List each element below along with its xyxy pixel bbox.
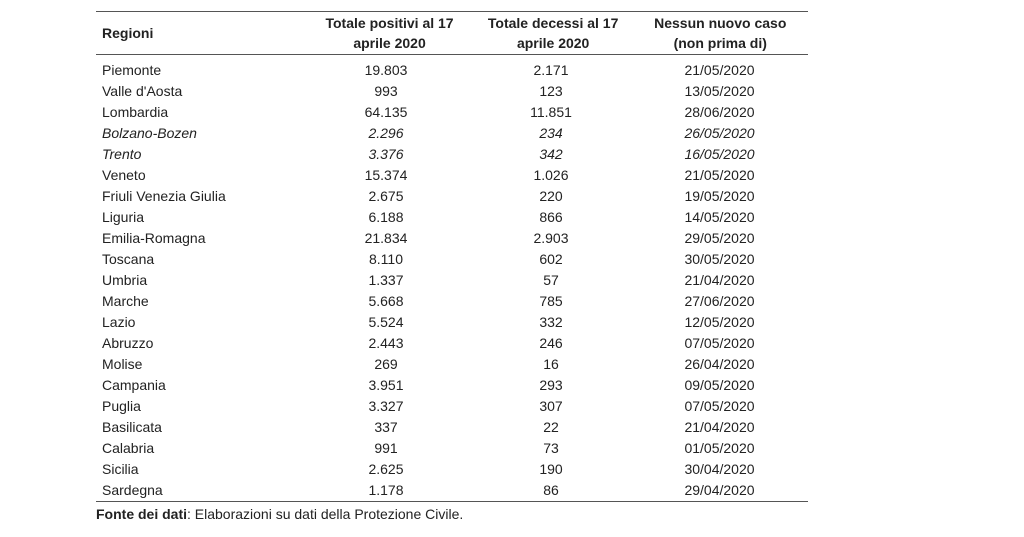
table-row (96, 101, 808, 122)
cell-totale-positivi: 2.443 (368, 334, 404, 351)
cell-totale-decessi: 602 (539, 250, 563, 267)
cell-region: Toscana (102, 250, 155, 267)
cell-nessun-nuovo-caso: 19/05/2020 (684, 187, 755, 204)
cell-region: Veneto (102, 166, 146, 183)
cell-totale-decessi: 11.851 (530, 103, 572, 120)
cell-totale-decessi: 73 (543, 439, 559, 456)
table-row (96, 248, 808, 269)
cell-totale-decessi: 22 (543, 418, 559, 435)
cell-region: Abruzzo (102, 334, 154, 351)
cell-totale-decessi: 16 (543, 355, 559, 372)
table-row (96, 185, 808, 206)
header-nessun-nuovo-caso (632, 13, 808, 53)
cell-region: Trento (102, 145, 142, 162)
cell-region: Valle d'Aosta (102, 82, 183, 99)
cell-nessun-nuovo-caso: 26/05/2020 (684, 124, 755, 141)
cell-region: Basilicata (102, 418, 162, 435)
cell-totale-positivi: 15.374 (364, 166, 408, 183)
header-totale-decessi-line2: aprile 2020 (516, 35, 590, 51)
cell-nessun-nuovo-caso: 09/05/2020 (684, 376, 755, 393)
table-row (96, 227, 808, 248)
table-row (96, 353, 808, 374)
cell-totale-positivi: 1.178 (368, 481, 404, 498)
cell-region: Marche (102, 292, 149, 309)
cell-region: Bolzano-Bozen (102, 124, 197, 141)
cell-region: Sicilia (102, 460, 139, 477)
cell-totale-decessi: 307 (539, 397, 563, 414)
header-nessun-nuovo-caso-line1: Nessun nuovo caso (654, 15, 787, 31)
header-totale-positivi-line1: Totale positivi al 17 (325, 15, 454, 31)
header-totale-positivi-line2: aprile 2020 (353, 35, 426, 51)
cell-totale-positivi: 3.327 (368, 397, 404, 414)
cell-totale-positivi: 5.524 (368, 313, 404, 330)
cell-nessun-nuovo-caso: 01/05/2020 (684, 439, 755, 456)
cell-nessun-nuovo-caso: 21/05/2020 (684, 166, 755, 183)
table-row (96, 164, 808, 185)
table-body (96, 55, 808, 500)
cell-totale-positivi: 19.803 (364, 61, 408, 78)
cell-totale-decessi: 190 (539, 460, 563, 477)
cell-totale-positivi: 8.110 (369, 250, 403, 267)
footnote-text: : Elaborazioni su dati della Protezione Civile. (187, 506, 464, 522)
table-row (96, 311, 808, 332)
table-row (96, 143, 808, 164)
cell-totale-positivi: 991 (374, 439, 398, 456)
cell-nessun-nuovo-caso: 21/04/2020 (684, 271, 755, 288)
header-totale-decessi (474, 13, 633, 53)
cell-totale-decessi: 57 (543, 271, 559, 288)
cell-totale-positivi: 21.834 (364, 229, 408, 246)
cell-totale-decessi: 866 (539, 208, 563, 225)
cell-nessun-nuovo-caso: 29/04/2020 (684, 481, 755, 498)
table-row (96, 269, 808, 290)
regions-table (96, 11, 808, 502)
table-row (96, 332, 808, 353)
cell-nessun-nuovo-caso: 28/06/2020 (684, 103, 755, 120)
cell-nessun-nuovo-caso: 21/04/2020 (684, 418, 755, 435)
cell-totale-positivi: 269 (374, 355, 398, 372)
header-regioni: Regioni (102, 25, 154, 41)
table-header (96, 12, 808, 55)
cell-totale-decessi: 234 (539, 124, 563, 141)
cell-totale-positivi: 5.668 (368, 292, 404, 309)
header-nessun-nuovo-caso-line2: (non prima di) (673, 35, 767, 51)
cell-totale-positivi: 2.296 (368, 124, 404, 141)
cell-region: Molise (102, 355, 143, 372)
cell-region: Campania (102, 376, 166, 393)
cell-region: Piemonte (102, 61, 162, 78)
cell-nessun-nuovo-caso: 07/05/2020 (684, 334, 755, 351)
cell-region: Friuli Venezia Giulia (102, 187, 226, 204)
table-row (96, 479, 808, 500)
cell-nessun-nuovo-caso: 30/04/2020 (684, 460, 755, 477)
cell-totale-positivi: 64.135 (364, 103, 408, 120)
cell-region: Emilia-Romagna (102, 229, 206, 246)
table-row (96, 80, 808, 101)
cell-region: Sardegna (102, 481, 163, 498)
table-row (96, 290, 808, 311)
table-bottom-rule (96, 501, 808, 502)
cell-region: Lazio (102, 313, 136, 330)
cell-totale-decessi: 1.026 (533, 166, 569, 183)
cell-totale-decessi: 86 (543, 481, 559, 498)
table-row (96, 395, 808, 416)
cell-nessun-nuovo-caso: 27/06/2020 (684, 292, 755, 309)
cell-nessun-nuovo-caso: 13/05/2020 (684, 82, 755, 99)
cell-totale-positivi: 2.675 (368, 187, 404, 204)
cell-nessun-nuovo-caso: 14/05/2020 (684, 208, 755, 225)
footnote (96, 506, 463, 522)
table-row (96, 374, 808, 395)
cell-nessun-nuovo-caso: 16/05/2020 (684, 145, 755, 162)
cell-region: Puglia (102, 397, 141, 414)
cell-region: Lombardia (102, 103, 169, 120)
cell-totale-positivi: 2.625 (368, 460, 404, 477)
cell-totale-positivi: 1.337 (368, 271, 404, 288)
cell-totale-positivi: 3.951 (368, 376, 404, 393)
cell-totale-decessi: 246 (539, 334, 563, 351)
cell-totale-decessi: 293 (539, 376, 563, 393)
table-row (96, 122, 808, 143)
cell-totale-decessi: 785 (539, 292, 563, 309)
table-row (96, 458, 808, 479)
cell-totale-positivi: 993 (374, 82, 398, 99)
table-row (96, 59, 808, 80)
header-totale-positivi (305, 13, 474, 53)
table-row (96, 437, 808, 458)
table-row (96, 416, 808, 437)
cell-totale-decessi: 2.903 (533, 229, 569, 246)
cell-nessun-nuovo-caso: 30/05/2020 (684, 250, 755, 267)
cell-totale-decessi: 342 (539, 145, 563, 162)
cell-totale-decessi: 2.171 (533, 61, 569, 78)
cell-totale-decessi: 123 (539, 82, 563, 99)
cell-nessun-nuovo-caso: 21/05/2020 (684, 61, 755, 78)
cell-totale-positivi: 6.188 (368, 208, 404, 225)
cell-region: Calabria (102, 439, 155, 456)
cell-totale-positivi: 3.376 (368, 145, 404, 162)
header-totale-decessi-line1: Totale decessi al 17 (487, 15, 619, 31)
cell-nessun-nuovo-caso: 07/05/2020 (684, 397, 755, 414)
cell-region: Liguria (102, 208, 145, 225)
cell-nessun-nuovo-caso: 29/05/2020 (684, 229, 755, 246)
cell-region: Umbria (102, 271, 148, 288)
cell-nessun-nuovo-caso: 12/05/2020 (684, 313, 755, 330)
footnote-label: Fonte dei dati (96, 506, 187, 522)
cell-nessun-nuovo-caso: 26/04/2020 (684, 355, 755, 372)
table-row (96, 206, 808, 227)
cell-totale-decessi: 332 (539, 313, 563, 330)
cell-totale-positivi: 337 (374, 418, 398, 435)
cell-totale-decessi: 220 (539, 187, 563, 204)
